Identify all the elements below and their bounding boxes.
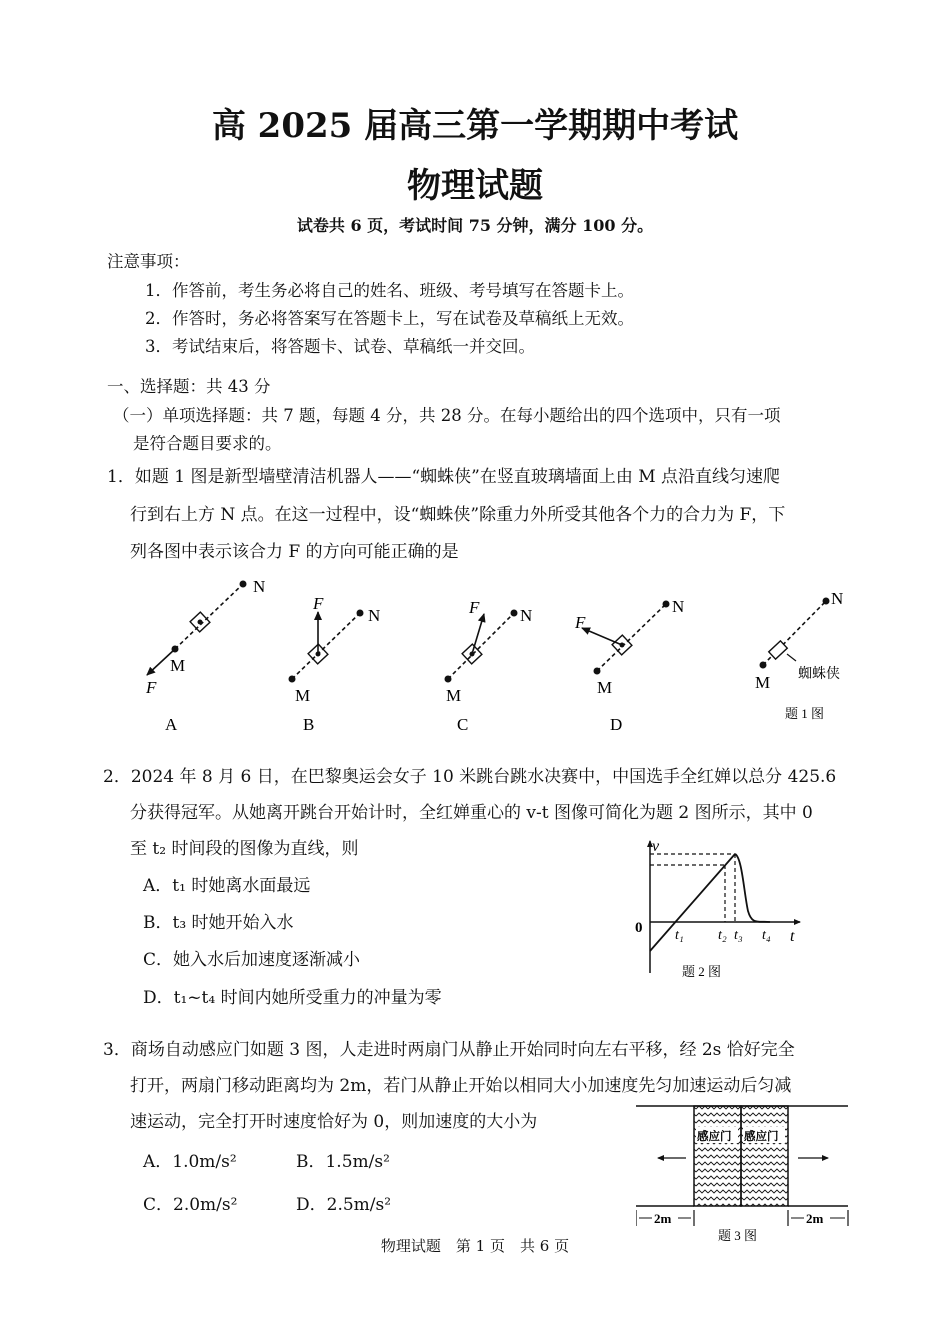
q1-option-d-diagram [574, 597, 684, 734]
q2-option-b: B．t₃ 时她开始入水 [143, 913, 294, 933]
force-f-label: F [313, 594, 324, 613]
t3-label: t₃ [734, 928, 743, 943]
notice-item: 2．作答时，务必将答案写在答题卡上，写在试卷及草稿纸上无效。 [145, 309, 634, 328]
q3-option-c: C．2.0m/s² [143, 1195, 238, 1215]
q1-text-line: 列各图中表示该合力 F 的方向可能正确的是 [130, 542, 459, 562]
q1-text-line: 1．如题 1 图是新型墙壁清洁机器人——“蜘蛛侠”在竖直玻璃墙面上由 M 点沿直线匀速爬 [107, 467, 781, 487]
q2-option-a: A．t₁ 时她离水面最远 [143, 876, 311, 896]
t2-label: t₂ [718, 928, 727, 943]
section-heading: 一、选择题：共 43 分 [107, 377, 271, 396]
q2-text-line: 分获得冠军。从她离开跳台开始计时，全红婵重心的 v-t 图像可简化为题 2 图所示，其中 0 [130, 803, 813, 823]
point-m-label: M [170, 656, 186, 675]
t-axis-label: t [790, 928, 795, 945]
origin-label: 0 [635, 920, 643, 936]
point-n-label: N [253, 577, 266, 596]
exam-info: 试卷共 6 页，考试时间 75 分钟，满分 100 分。 [296, 216, 654, 235]
q1-option-a-diagram [145, 577, 265, 734]
notice-heading: 注意事项： [107, 252, 190, 271]
q2-option-d: D．t₁~t₄ 时间内她所受重力的冲量为零 [143, 988, 442, 1008]
door-left-label: 感应门 [697, 1131, 732, 1143]
q2-option-c: C．她入水后加速度逐渐减小 [143, 950, 361, 970]
option-d-label: D [610, 715, 623, 734]
page-footer: 物理试题 第 1 页 共 6 页 [380, 1237, 570, 1255]
point-n-label: N [672, 597, 685, 616]
point-m-label: M [446, 686, 462, 705]
v-axis-label: v [652, 838, 660, 855]
point-m-label: M [597, 678, 613, 697]
point-n-label: N [368, 606, 381, 625]
q3-option-b: B．1.5m/s² [296, 1152, 390, 1172]
section-instructions: （一）单项选择题：共 7 题，每题 4 分，共 28 分。在每小题给出的四个选项中，只有一项 [113, 406, 781, 425]
section-instructions-cont: 是符合题目要求的。 [133, 434, 282, 453]
q3-text-line: 3．商场自动感应门如题 3 图，人走进时两扇门从静止开始同时向左右平移，经 2s 恰好完全 [103, 1040, 795, 1060]
q1-text-line: 行到右上方 N 点。在这一过程中，设“蜘蛛侠”除重力外所受其他各个力的合力为 F，下 [130, 505, 786, 525]
figure-3-caption: 题 3 图 [718, 1228, 758, 1243]
q3-text-line: 打开，两扇门移动距离均为 2m，若门从静止开始以相同大小加速度先匀加速运动后匀减 [130, 1076, 792, 1096]
force-f-label: F [146, 678, 157, 697]
door-right-label: 感应门 [744, 1131, 779, 1143]
figure-1-caption: 题 1 图 [785, 706, 825, 721]
point-m-label: M [755, 673, 771, 692]
point-m-label: M [295, 686, 311, 705]
q2-text-line: 至 t₂ 时间段的图像为直线，则 [130, 839, 359, 859]
right-distance-label: 2m [806, 1211, 824, 1226]
option-a-label: A [165, 715, 178, 734]
figure-2-caption: 题 2 图 [682, 964, 722, 979]
q2-text-line: 2．2024 年 8 月 6 日，在巴黎奥运会女子 10 米跳台跳水决赛中，中国选手全红婵以总分 425.6 [103, 767, 837, 787]
q2-vt-graph [630, 833, 820, 983]
t4-label: t₄ [762, 928, 771, 943]
q3-door-figure [636, 1098, 851, 1248]
notice-item: 1．作答前，考生务必将自己的姓名、班级、考号填写在答题卡上。 [145, 281, 634, 300]
option-b-label: B [303, 715, 315, 734]
q1-option-b-diagram [289, 594, 381, 734]
q3-option-d: D．2.5m/s² [296, 1195, 392, 1215]
t1-label: t₁ [675, 928, 684, 943]
point-n-label: N [831, 589, 844, 608]
notice-item: 3．考试结束后，将答题卡、试卷、草稿纸一并交回。 [145, 337, 535, 356]
q1-figure [120, 568, 860, 748]
point-n-label: N [520, 606, 533, 625]
force-f-label: F [469, 598, 480, 617]
q1-option-c-diagram [445, 598, 533, 734]
force-f-label: F [575, 613, 586, 632]
q3-option-a: A．1.0m/s² [143, 1152, 237, 1172]
left-distance-label: 2m [654, 1211, 672, 1226]
option-c-label: C [457, 715, 469, 734]
q3-text-line: 速运动，完全打开时速度恰好为 0，则加速度的大小为 [130, 1112, 538, 1132]
exam-title: 高 2025 届高三第一学期期中考试 [211, 106, 739, 146]
exam-subtitle: 物理试题 [407, 166, 543, 206]
q1-reference-diagram [755, 589, 843, 721]
robot-label: 蜘蛛侠 [798, 667, 840, 682]
